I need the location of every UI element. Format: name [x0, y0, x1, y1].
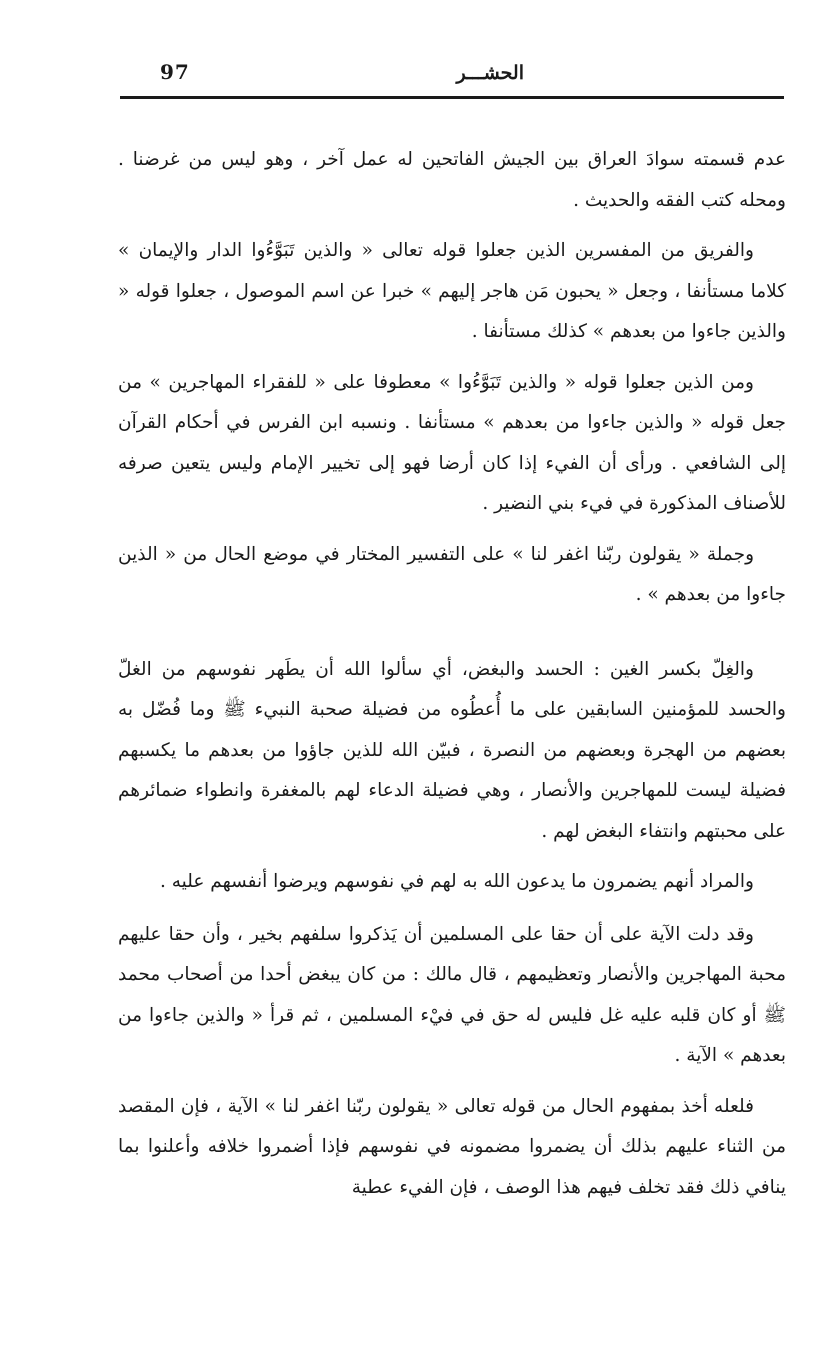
paragraph: والفريق من المفسرين الذين جعلوا قوله تعالى « والذين تَبَوَّءُوا الدار والإيمان » كلاما مستأنفا ، وجعل « يحبون مَن هاجر إليهم » خبرا عن اسم الموصول ، جعلوا قوله « والذين جاءوا من بعدهم » كذلك مستأنفا .: [118, 240, 786, 342]
paragraph: وجملة « يقولون ربّنا اغفر لنا » على التفسير المختار في موضع الحال من « الذين جاءوا من بعدهم » .: [118, 543, 786, 605]
paragraph: عدم قسمته سوادَ العراق بين الجيش الفاتحين له عمل آخر ، وهو ليس من غرضنا . ومحله كتب الفقه والحديث .: [118, 149, 786, 211]
paragraph: ومن الذين جعلوا قوله « والذين تَبَوَّءُوا » معطوفا على « للفقراء المهاجرين » من جعل قوله « والذين جاءوا من بعدهم » مستأنفا . ونسبه ابن الفرس في أحكام القرآن إلى الشافعي . ورأى أن الفيء إذا كان أرضا فهو إلى تخيير الإمام وليس يتعين صرفه للأصناف المذكورة في فيء بني النضير .: [118, 371, 786, 514]
paragraph: والغِلّ بكسر الغين : الحسد والبغض، أي سألوا الله أن يطَهر نفوسهم من الغلّ والحسد للمؤمنين السابقين على ما أُعطُوه من فضيلة صحبة النبيء ﷺ وما فُضّل به بعضهم من الهجرة وبعضهم من النصرة ، فبيّن الله للذين جاؤوا من بعدهم ما يكسبهم فضيلة ليست للمهاجرين والأنصار ، وهي فضيلة الدعاء لهم بالمغفرة وانطواء ضمائرهم على محبتهم وانتفاء البغض لهم .: [118, 658, 786, 842]
page-number: 97: [160, 60, 190, 84]
page-header: [120, 58, 784, 98]
header-divider: [120, 96, 784, 99]
paragraph: والمراد أنهم يضمرون ما يدعون الله به لهم في نفوسهم ويرضوا أنفسهم عليه .: [159, 871, 754, 892]
chapter-title: الحشـــر: [456, 62, 524, 84]
paragraph: وقد دلت الآية على أن حقا على المسلمين أن يَذكروا سلفهم بخير ، وأن حقا عليهم محبة المهاجرين والأنصار وتعظيمهم ، قال مالك : من كان يبغض أحدا من أصحاب محمد ﷺ أو كان قلبه عليه غل فليس له حق في فيْء المسلمين ، ثم قرأ « والذين جاءوا من بعدهم » الآية .: [118, 923, 786, 1066]
page-body: [118, 140, 786, 1208]
paragraph: فلعله أخذ بمفهوم الحال من قوله تعالى « يقولون ربّنا اغفر لنا » الآية ، فإن المقصد من الثناء عليهم بذلك أن يضمروا مضمونه في نفوسهم فإذا أضمروا خلافه وأعلنوا بما ينافي ذلك فقد تخلف فيهم هذا الوصف ، فإن الفيء عطية: [118, 1095, 786, 1198]
